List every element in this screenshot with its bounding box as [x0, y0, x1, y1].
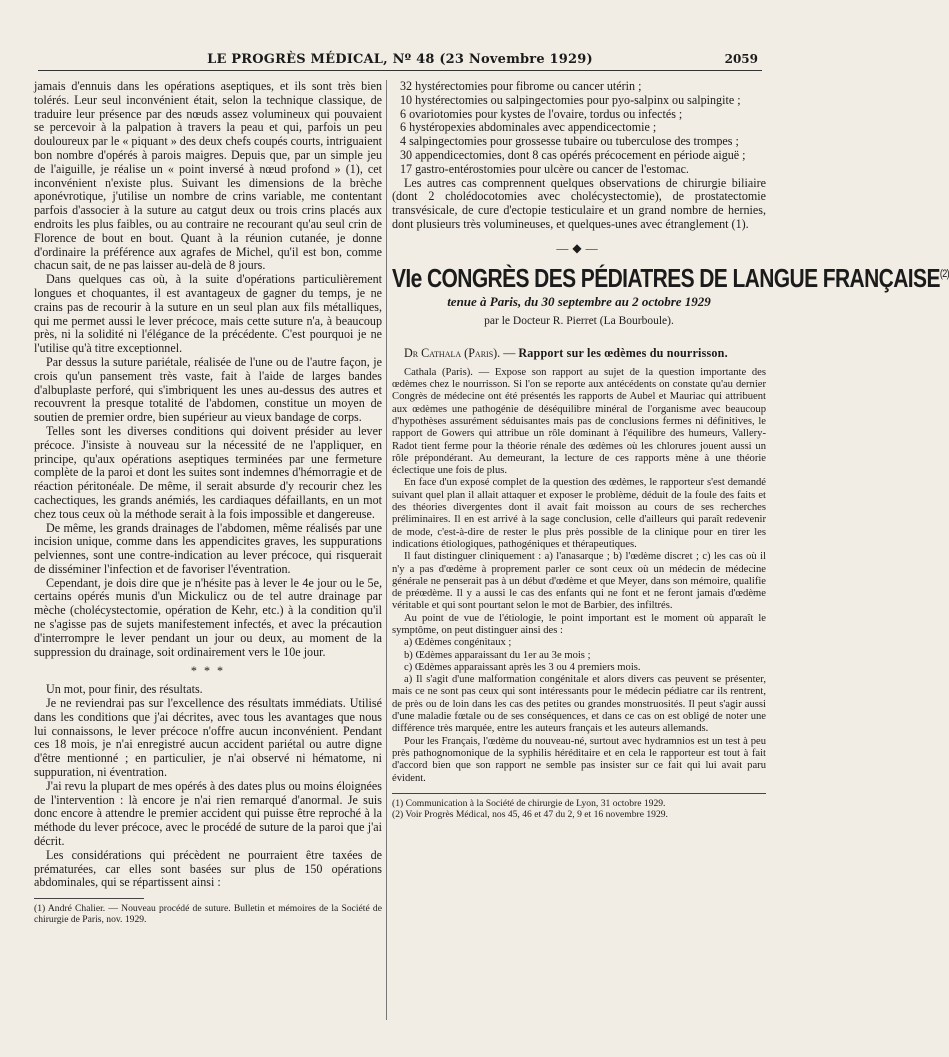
- list-item: 10 hystérectomies ou salpingectomies pour pyo-salpinx ou salpingite ;: [400, 92, 741, 107]
- section-stars: * * *: [190, 664, 226, 679]
- list-item: 17 gastro-entérostomies pour ulcère ou cancer de l'estomac.: [400, 161, 689, 176]
- report-body: [392, 367, 766, 785]
- left-column: [34, 80, 382, 925]
- paragraph: De même, les grands drainages de l'abdomen, même réalisés par une incision unique, comme dans les appendicites graves, les suppurations pelviennes, sont une contre-indication au lever précoce, qui risquerait de disséminer l'infection et de favoriser l'éventration.: [34, 520, 382, 576]
- right-column: [392, 79, 949, 820]
- journal-title: LE PROGRÈS MÉDICAL, Nº 48 (23 Novembre 1929): [207, 52, 593, 67]
- footnote: (2) Voir Progrès Médical, nos 45, 46 et 47 du 2, 9 et 16 novembre 1929.: [392, 808, 668, 820]
- page-number: 2059: [724, 52, 758, 66]
- footnote-rule: [392, 793, 766, 794]
- footnote: (1) André Chalier. — Nouveau procédé de suture. Bulletin et mémoires de la Société de chirurgie de Paris, nov. 1929.: [34, 903, 382, 926]
- congress-author: par le Docteur R. Pierret (La Bourboule).: [484, 315, 674, 328]
- paragraph: Un mot, pour finir, des résultats.: [46, 682, 203, 697]
- congress-footnote-ref: (2): [939, 266, 949, 280]
- paragraph: Cependant, je dois dire que je n'hésite pas à lever le 4e jour ou le 5e, certains opérés munis d'un Mickulicz ou de tel autre drainage par mèche (cholécystectomie, opération de Kehr, etc.) à la condition qu'il ne s'agisse pas de sujets manifestement infectés, et avec la précaution d'interrompre le lever pendant un jour ou deux, au moment de la suppression du drainage, soit ordinairement vers le 10e jour.: [34, 575, 382, 659]
- section-heading-author: Dr Cathala (Paris). —: [404, 345, 516, 360]
- section-heading-title: Rapport sur les œdèmes du nourrisson.: [518, 345, 728, 360]
- paragraph: Par dessus la suture pariétale, réalisée de l'une ou de l'autre façon, je crois qu'un pansement très vaste, fait à l'aide de larges bandes d'albuplaste perforé, qui s'imbriquent les unes au-dessus des autres et recouvrent la presque totalité de l'abdomen, constitue un moyen de soutien de premier ordre, bien supérieur au vieux bandage de corps.: [34, 354, 382, 425]
- list-item: 32 hystérectomies pour fibrome ou cancer utérin ;: [400, 79, 642, 93]
- paragraph: Je ne reviendrai pas sur l'excellence des résultats immédiats. Utilisé dans les conditions que j'ai décrites, avec tous les avantages que nous lui connaissons, le lever précoce n'offre aucun inconvénient. Pendant ces 18 mois, je n'ai enregistré aucun accident pariétal ou autre digne d'être mentionné ; en particulier, je n'ai observé ni hématome, ni suppuration, ni éventration.: [34, 696, 382, 780]
- congress-dates: tenue à Paris, du 30 septembre au 2 octobre 1929: [447, 294, 711, 310]
- list-item: 30 appendicectomies, dont 8 cas opérés précocement en période aiguë ;: [400, 147, 746, 162]
- congress-title: [392, 264, 949, 293]
- operation-list: [392, 80, 766, 177]
- sublist-item: b) Œdèmes apparaissant du 1er au 3e mois ;: [404, 649, 591, 661]
- footnote: (1) Communication à la Société de chirurgie de Lyon, 31 octobre 1929.: [392, 797, 666, 809]
- paragraph: Pour les Français, l'œdème du nouveau-né, surtout avec hydramnios est un test à peu près pathognomonique de la syphilis héréditaire et en cela le rapporteur est tout à fait d'accord bien que son rapport ne semble pas insister sur ce fait qui lui avait paru évident.: [392, 735, 766, 784]
- paragraph: Dans quelques cas où, à la suite d'opérations particulièrement longues et choquantes, il est avantageux de gagner du temps, je ne crains pas de recourir à la suture en un seul plan aux fils métalliques, qui me permet aussi le lever précoce, mais cette suture n'a, à beaucoup près, ni la solidité ni l'élégance de la précédente. C'est pourquoi je ne l'utilise qu'à titre exceptionnel.: [34, 272, 382, 356]
- sublist-item: a) Œdèmes congénitaux ;: [404, 637, 512, 649]
- footnote-rule: [34, 898, 144, 899]
- paragraph: jamais d'ennuis dans les opérations aseptiques, et ils sont très bien tolérés. Leur seul inconvénient était, selon la technique classique, de traduire leur présence par des nœuds assez volumineux qui pouvaient se percevoir à la palpation à travers la peau et qui, parfois un peu douloureux par le « piquant » des deux chefs coupés courts, intriguaient bon nombre d'opérés à parois maigres. Depuis que, par un simple jeu de l'aiguille, je réalise un « point inversé à nœud profond » (1), cet inconvénient n'existe plus. Suivant les dimensions de la brèche aponévrotique, j'utilise un nombre de crins variable, me contentant parfois d'associer à la suture au catgut deux ou trois crins placés aux endroits les plus faibles, ou au contraire ne recourant qu'au seul crin de Florence de bout en bout. Quant à la réunion cutanée, je donne d'ordinaire la préférence aux agrafes de Michel, qu'il est bon, comme chacun sait, de ne pas laisser au-delà de 8 jours.: [34, 79, 382, 273]
- paragraph: Il faut distinguer cliniquement : a) l'anasarque ; b) l'œdème discret ; c) les cas où il n'y a pas d'œdème à proprement parler ce sont ceux où un médecin de médecine générale ne penserait pas à un début d'œdème et que Meyer, dans son mémoire, qualifie de préœdème. Il y a aussi le cas des enfants qui ne font et ne feront jamais d'œdème véritable et qui sont pourtant selon le mot de Barbier, des infiltrés.: [392, 551, 766, 612]
- list-item: 6 ovariotomies pour kystes de l'ovaire, tordus ou infectés ;: [400, 106, 683, 121]
- paragraph: Les autres cas comprennent quelques observations de chirurgie biliaire (dont 2 cholédocotomies avec cholécystectomie), de prostatectomie transvésicale, de cure d'ectopie testiculaire et un grand nombre de hernies, dont plusieurs très volumineuses, et quelques-unes avec étranglement (1).: [392, 175, 766, 231]
- list-item: 6 hystéropexies abdominales avec appendicectomie ;: [400, 120, 657, 135]
- paragraph: Au point de vue de l'étiologie, le point important est le moment où apparaît le symptôme, on peut distinguer ainsi des :: [392, 612, 766, 636]
- paragraph: Les considérations qui précèdent ne pourraient être taxées de prématurées, car elles sont basées sur plus de 150 opérations abdominales, qui se répartissent ainsi :: [34, 847, 382, 890]
- column-divider: [386, 80, 387, 1020]
- paragraph: a) Il s'agit d'une malformation congénitale et alors divers cas peuvent se présenter, mais ce ne sont pas ceux qui sont intéressants pour le médecin pédiatre car ils rentrent, de près ou de loin dans les cas des petites ou grandes monstruosités. Il peut s'agir aussi d'une maladie fœtale ou de ses conséquences, et dans ce cas on est obligé de noter une différence très marquée, entre les auteurs français et les auteurs allemands.: [392, 674, 766, 735]
- section-ornament: —◆—: [556, 240, 602, 255]
- congress-title-text: VIe CONGRÈS DES PÉDIATRES DE LANGUE FRANÇAISE: [392, 264, 940, 293]
- paragraph: J'ai revu la plupart de mes opérés à des dates plus ou moins éloignées de l'intervention : là encore je n'ai rien remarqué d'anormal. Je suis donc encore à attendre le premier accident qui puisse être reproché à la méthode du lever précoce, avec le procédé de suture de la paroi que j'ai décrit.: [34, 778, 382, 849]
- running-header: [38, 52, 762, 71]
- list-item: 4 salpingectomies pour grossesse tubaire ou tuberculose des trompes ;: [400, 134, 739, 149]
- paragraph: Cathala (Paris). — Expose son rapport au sujet de la question importante des œdèmes chez le nourrisson. Si l'on se reporte aux antécédents on constate qu'au dernier Congrès de médecine ont été présentés les rapports de Aubel et Mauriac qui attribuent aux œdèmes une pathogénie de déséquilibre minéral de l'organisme avec beaucoup d'hypothèses assurément séduisantes mais pas de conclusions fermes ni définitives, le rapport de Gowers qui attribue un rôle dominant à l'équilibre des humeurs, Vallery-Radot tient ferme pour la théorie rénale des œdèmes où les chlorures jouent aussi un rôle prépondérant. Au demeurant, la lecture de ces rapports mène à une théorie éclectique une fois de plus.: [392, 366, 766, 477]
- paragraph: Telles sont les diverses conditions qui doivent présider au lever précoce. J'insiste à nouveau sur la nécessité de ne l'appliquer, en principe, qu'aux opérations aseptiques terminées par une fermeture complète de la paroi et dont les suites sont indemnes d'hémorragie et de réaction péritonéale. De même, il serait absurde d'y recourir chez les cachectiques, les grands anémiés, les cardiaques défaillants, en un mot chez tous ceux où la méthode serait à la fois impossible et dangereuse.: [34, 423, 382, 521]
- sublist-item: c) Œdèmes apparaissant après les 3 ou 4 premiers mois.: [404, 661, 641, 673]
- section-heading: [392, 347, 766, 361]
- paragraph: En face d'un exposé complet de la question des œdèmes, le rapporteur s'est demandé suivant quel plan il allait attaquer et exposer le problème, déduit de la foule des faits et des théories divergentes dont il avait fait moisson au cours de ses recherches préliminaires. Il en est arrivé à la sage conclusion, celle d'ailleurs qui paraît redevenir de mode, c'est-à-dire de rester le plus près possible de la clinique pour en tirer les indications étiologiques, pathogéniques et thérapeutiques.: [392, 477, 766, 550]
